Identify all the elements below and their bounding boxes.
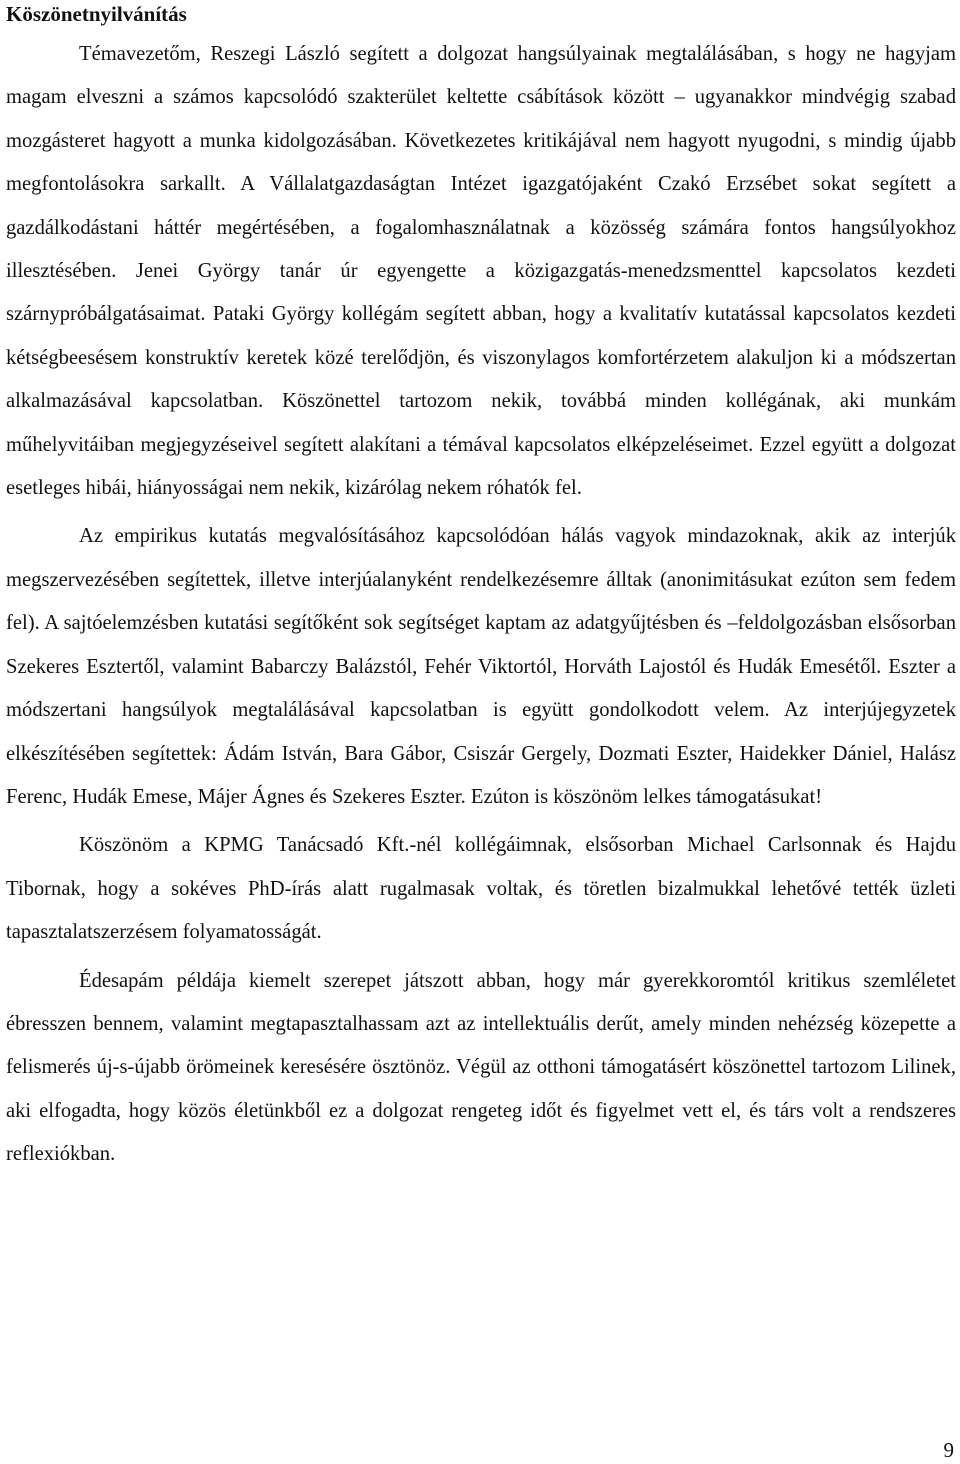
- paragraph-family: Édesapám példája kiemelt szerepet játszott abban, hogy már gyerekkoromtól kritikus szemléletet ébresszen bennem, valamint megtapasztalhassam azt az intellektuális derűt, amely minden nehézség közepette a felismerés új-s-újabb örömeinek keresésére ösztönöz. Végül az otthoni támogatásért köszönettel tartozom Lilinek, aki elfogadta, hogy közös életünkből ez a dolgozat rengeteg időt és figyelmet vett el, és társ volt a rendszeres reflexiókban.: [6, 969, 956, 1166]
- document-page: [6, 0, 956, 1177]
- paragraph-empirical-research: Az empirikus kutatás megvalósításához kapcsolódóan hálás vagyok mindazoknak, akik az interjúk megszervezésében segítettek, illetve interjúalanyként rendelkezésemre álltak (anonimitásukat ezúton sem fedem fel). A sajtóelemzésben kutatási segítőként sok segítséget kaptam az adatgyűjtésben és –feldolgozásban elsősorban Szekeres Esztertől, valamint Babarczy Balázstól, Fehér Viktortól, Horváth Lajostól és Hudák Emesétől. Eszter a módszertani hangsúlyok megtalálásával kapcsolatban is együtt gondolkodott velem. Az interjújegyzetek elkészítésében segítettek: Ádám István, Bara Gábor, Csiszár Gergely, Dozmati Eszter, Haidekker Dániel, Halász Ferenc, Hudák Emese, Májer Ágnes és Szekeres Eszter. Ezúton is köszönöm lelkes támogatásukat!: [6, 525, 956, 808]
- page-title: Köszönetnyilvánítás: [6, 2, 187, 26]
- page-number: 9: [943, 1438, 954, 1462]
- paragraph-supervisors: Témavezetőm, Reszegi László segített a dolgozat hangsúlyainak megtalálásában, s hogy ne hagyjam magam elveszni a számos kapcsolódó szakterület keltette csábítások között – ugyanakkor mindvégig szabad mozgásteret hagyott a munka kidolgozásában. Következetes kritikájával nem hagyott nyugodni, s mindig újabb megfontolásokra sarkallt. A Vállalatgazdaságtan Intézet igazgatójaként Czakó Erzsébet sokat segített a gazdálkodástani háttér megértésében, a fogalomhasználatnak a közösség számára fontos hangsúlyokhoz illesztésében. Jenei György tanár úr egyengette a közigazgatás-menedzsmenttel kapcsolatos kezdeti szárnypróbálgatásaimat. Pataki György kollégám segített abban, hogy a kvalitatív kutatással kapcsolatos kezdeti kétségbeesésem konstruktív keretek közé terelődjön, és viszonylagos komfortérzetem alakuljon ki a módszertan alkalmazásával kapcsolatban. Köszönettel tartozom nekik, továbbá minden kollégának, aki munkám műhelyvitáiban megjegyzéseivel segített alakítani a témával kapcsolatos elképzeléseimet. Ezzel együtt a dolgozat esetleges hibái, hiányosságai nem nekik, kizárólag nekem róhatók fel.: [6, 43, 956, 500]
- paragraph-kpmg-colleagues: Köszönöm a KPMG Tanácsadó Kft.-nél kollégáimnak, elsősorban Michael Carlsonnak és Hajdu Tibornak, hogy a sokéves PhD-írás alatt rugalmasak voltak, és töretlen bizalmukkal lehetővé tették üzleti tapasztalatszerzésem folyamatosságát.: [6, 834, 956, 944]
